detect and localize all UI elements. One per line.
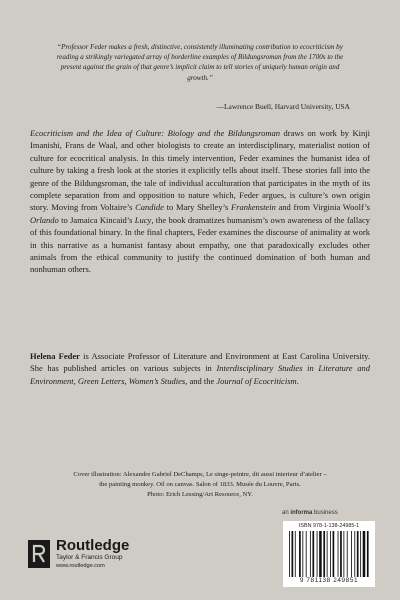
publisher-name: Routledge: [56, 537, 130, 554]
journal-title: Interdisciplinary Studies in Literature and Environment: [30, 363, 370, 386]
author-bio: [30, 350, 370, 387]
description-text: and from Virginia Woolf’s: [275, 202, 370, 213]
barcode-stripe: [327, 531, 328, 577]
barcode-stripe: [289, 531, 290, 577]
barcode-stripe: [354, 531, 355, 577]
routledge-r-icon: [28, 540, 50, 568]
isbn-text: ISBN 978-1-138-24985-1: [298, 523, 360, 529]
work-title: Frankenstein: [230, 202, 276, 213]
barcode-number: 9 781138 249851: [299, 577, 359, 584]
bio-text: is Associate Professor of Literature and Environment at East Carolina University. She has published articles on various subjects in: [30, 351, 370, 374]
author-name: Helena Feder: [30, 351, 80, 361]
barcode-stripe: [302, 531, 303, 577]
publisher-group: Taylor & Francis Group: [56, 554, 123, 561]
barcode-stripe: [312, 531, 314, 577]
barcode-stripe: [360, 531, 361, 577]
barcode-stripe: [295, 531, 296, 577]
barcode-stripe: [340, 531, 342, 577]
cover-credit-line: the painting monkey. Oil on canvas. Salon of 1833. Musée du Louvre, Paris.: [99, 481, 301, 488]
informa-prefix: an: [282, 510, 291, 516]
bio-text: .: [296, 375, 299, 386]
bio-text: ,: [124, 375, 129, 386]
barcode-stripe: [323, 531, 325, 577]
barcode-stripe: [333, 531, 335, 577]
barcode-box: [283, 521, 375, 587]
description-text: to Mary Shelley’s: [163, 202, 231, 213]
journal-title: Journal of Ecocriticism: [216, 375, 297, 386]
journal-title: Women’s Studies: [128, 375, 186, 386]
work-title: Orlando: [30, 214, 59, 225]
barcode-stripe: [310, 531, 311, 577]
barcode-stripe: [319, 531, 322, 577]
publisher-logo: [28, 538, 129, 570]
barcode-stripe: [357, 531, 359, 577]
barcode-stripe: [299, 531, 301, 577]
barcode-icon: [289, 531, 369, 577]
cover-credit-line: Photo: Erich Lessing/Art Resource, NY.: [147, 491, 253, 498]
barcode-stripe: [363, 531, 366, 577]
description-text: , the book dramatizes humanism’s own awareness of the fallacy of this foundational binary. In the final chapters, Feder examines the discourse of animality at work in this narrative as a humanist fantasy about empathy, one that paradoxically excludes other animals from the ethical community to justify the continued domination of both human and nonhuman others.: [30, 214, 371, 275]
barcode-stripe: [317, 531, 318, 577]
cover-credit-line: Cover illustration: Alexandre Gabriel DeChamps, Le singe-peintre, dit aussi interieur d’atelier –: [73, 471, 327, 478]
description-text: draws on work by Kinji Imanishi, Frans de Waal, and other biologists to create an interdisciplinary, materialist notion of culture for ecocritical analysis. In this timely intervention, Feder examines the humanist idea of culture by taking a fresh look at the stories it explicitly tells about itself. These stories fall into the genre of the Bildungsroman, the tale of individual acculturation that participates in the myth of its complete separation from and opposition to nature which, Feder argues, is culture’s own origin story. Moving from Voltaire’s: [30, 128, 370, 213]
barcode-stripe: [306, 531, 307, 577]
work-title: Lucy: [134, 214, 152, 225]
barcode-stripe: [347, 531, 348, 577]
publisher-text: [56, 538, 129, 570]
bio-text: ,: [73, 375, 78, 386]
bio-text: , and the: [185, 375, 217, 386]
barcode-stripe: [330, 531, 331, 577]
barcode-stripe: [351, 531, 352, 577]
barcode-stripe: [343, 531, 344, 577]
book-title: Ecocriticism and the Idea of Culture: Biology and the Bildungsroman: [30, 128, 280, 138]
endorsement-quote: “Professor Feder makes a fresh, distinctive, consistently illuminating contribution to ecocriticism by reading a strikingly variegated array of borderline examples of Bildungsroman from the 1700s to the present against the grain of that genre’s implicit claim to tell stories of uniquely human origin and growth.”: [56, 43, 344, 82]
endorsement-attribution: —Lawrence Buell, Harvard University, USA: [216, 102, 350, 111]
barcode-stripe: [367, 531, 369, 577]
publisher-url: www.routledge.com: [56, 563, 105, 569]
informa-business-label: [282, 510, 338, 516]
barcode-stripe: [292, 531, 294, 577]
informa-suffix: business: [312, 510, 338, 516]
barcode-stripe: [338, 531, 339, 577]
journal-title: Green Letters: [77, 375, 125, 386]
book-description: [30, 127, 370, 276]
description-text: to Jamaica Kincaid’s: [58, 214, 135, 225]
informa-brand: informa: [290, 510, 313, 516]
cover-credit: [30, 470, 370, 500]
work-title: Candide: [135, 202, 164, 213]
